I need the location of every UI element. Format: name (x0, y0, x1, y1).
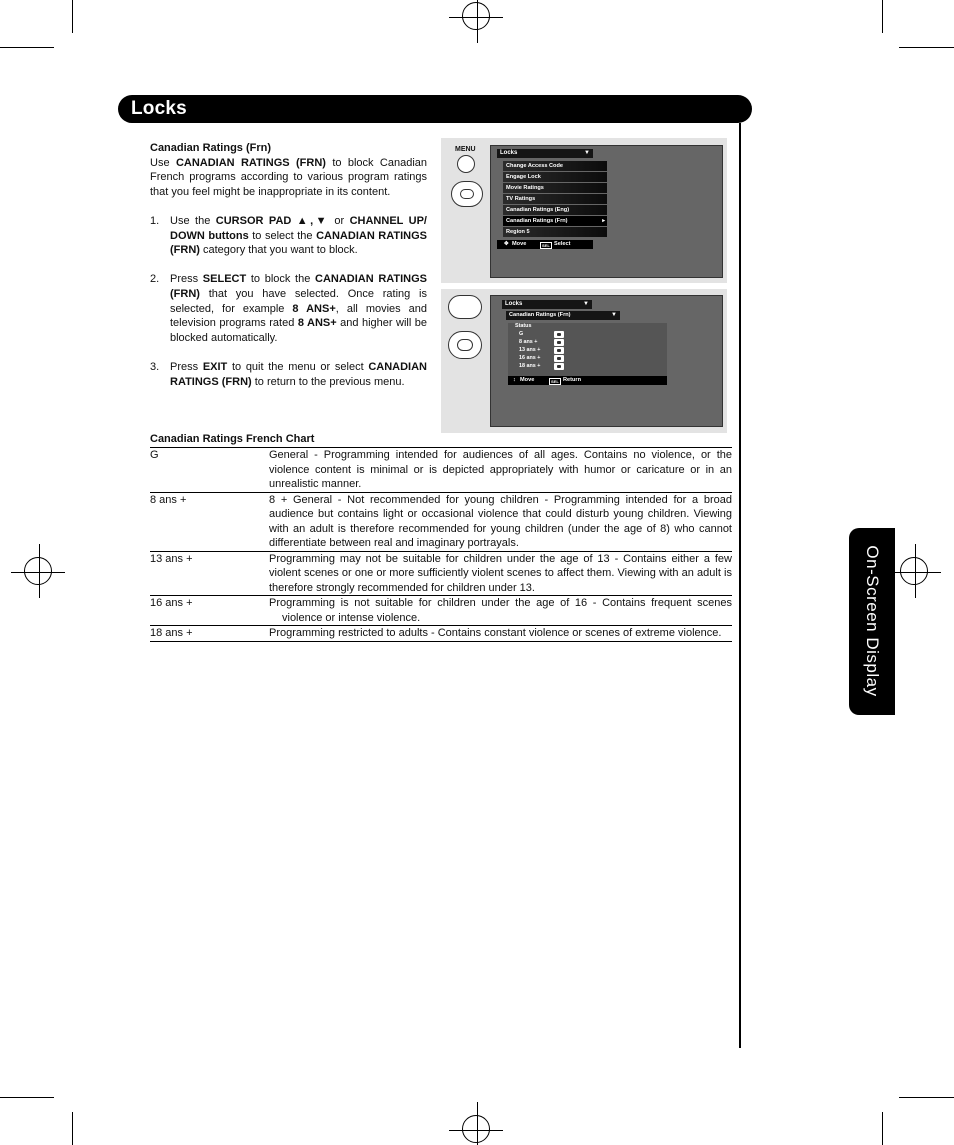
rating-cell: 18 ans + (150, 627, 193, 639)
footer-select-label: Select (554, 241, 571, 247)
rating-cell: G (150, 449, 159, 461)
step-text: to block the (250, 273, 311, 286)
intro-bold: CANADIAN RATINGS (FRN) (175, 156, 326, 169)
description-cell: 8 + General - Not recommended for young children - Programming intended for a broad audience but contains light or occasional violence that could disturb young children. Viewing with an adult is therefore recommended for young children (under the age of 8) who cannot differentiate between real and imaginary portrayals. (269, 493, 732, 549)
move-icon: ↕ (513, 377, 516, 383)
lock-icon[interactable] (554, 347, 564, 354)
crop-mark (899, 1097, 954, 1098)
select-button-icon (460, 189, 474, 199)
rating-label[interactable]: 16 ans + (519, 355, 541, 361)
osd-menu-item[interactable]: Movie Ratings (503, 183, 607, 193)
osd-header (502, 300, 592, 309)
chevron-down-icon: ▼ (611, 312, 617, 318)
rating-label[interactable]: 13 ans + (519, 347, 541, 353)
step-text: to select the (252, 229, 313, 242)
step-bold: CHANNEL UP/ DOWN buttons (170, 214, 427, 242)
page-title: Locks (131, 98, 187, 119)
table-row (150, 552, 732, 597)
osd-footer (508, 376, 667, 385)
lock-icon[interactable] (554, 331, 564, 338)
registration-mark (462, 2, 490, 30)
step-bold: EXIT (202, 360, 228, 373)
menu-button-label: MENU (455, 146, 476, 153)
step-number: 1. (150, 214, 160, 227)
move-icon: ✥ (504, 241, 509, 247)
step-bold: 8 ANS+ (297, 317, 337, 330)
step-text: , all movies and television programs rated (170, 302, 427, 330)
tv-screen (490, 295, 723, 427)
lock-icon[interactable] (554, 355, 564, 362)
footer-move-label: Move (520, 377, 535, 383)
step-text: that you have selected. Once rating is selected, for example (170, 287, 427, 315)
step-text: Press (170, 273, 199, 286)
section-tab-label: On-Screen Display (863, 545, 882, 697)
intro-text: Use (150, 156, 170, 169)
step (150, 360, 427, 389)
table-row (150, 493, 732, 552)
status-label: Status (515, 323, 532, 329)
step-text: or (334, 214, 345, 227)
menu-button-icon (457, 155, 475, 173)
step-number: 2. (150, 273, 160, 286)
rating-label[interactable]: 18 ans + (519, 363, 541, 369)
ratings-chart (150, 447, 732, 642)
crop-mark (899, 47, 954, 48)
footer-return-label: Return (563, 377, 582, 383)
osd-menu-item[interactable]: Region 5 (503, 227, 607, 237)
footer-move-label: Move (512, 241, 527, 247)
step-body (170, 214, 427, 258)
crop-mark (72, 1112, 73, 1145)
table-row (150, 448, 732, 493)
sel-icon: SEL (542, 243, 550, 248)
step-text: category that you want to block. (203, 244, 358, 257)
step (150, 214, 427, 258)
crop-mark (72, 0, 73, 33)
osd-header-label: Locks (505, 301, 523, 307)
rating-cell: 13 ans + (150, 552, 193, 565)
step-body (170, 360, 427, 389)
rating-cell: 8 ans + (150, 493, 187, 506)
osd-menu-item[interactable]: Engage Lock (503, 172, 607, 182)
vertical-rule (739, 123, 741, 1048)
intro-paragraph (150, 156, 427, 200)
osd-header-label: Locks (500, 150, 518, 156)
lock-icon[interactable] (554, 363, 564, 370)
osd-subheader (506, 311, 620, 320)
description-cell: Programming is not suitable for children under the age of 16 - Contains frequent scenes violence or intense violence. (269, 597, 732, 624)
section-tab (849, 528, 895, 715)
step-bold: CANADIAN RATINGS (FRN) (170, 273, 428, 300)
status-panel (508, 323, 667, 376)
step-bold: CURSOR PAD ▲,▼ (215, 214, 329, 227)
rating-label[interactable]: 8 ans + (519, 339, 538, 345)
chart-title: Canadian Ratings French Chart (150, 433, 315, 445)
crop-mark (0, 1097, 54, 1098)
rating-cell: 16 ans + (150, 597, 193, 609)
step-text: Use the (170, 214, 211, 227)
select-button-icon (457, 339, 473, 351)
sel-icon: SEL (551, 379, 559, 384)
osd-menu-item-selected[interactable] (503, 216, 607, 226)
step-text: and higher will be blocked automatically. (170, 317, 427, 344)
description-cell: Programming restricted to adults - Contains constant violence or scenes of extreme violence. (269, 627, 722, 639)
step-number: 3. (150, 360, 160, 373)
osd-menu-item[interactable]: TV Ratings (503, 194, 607, 204)
menu-screenshot (441, 138, 727, 283)
page-title-bar (118, 95, 752, 123)
osd-menu-item[interactable]: Change Access Code (503, 161, 607, 171)
section-heading: Canadian Ratings (Frn) (150, 142, 272, 154)
ratings-screenshot (441, 289, 727, 433)
table-row (150, 596, 732, 626)
osd-subheader-label: Canadian Ratings (Frn) (509, 312, 571, 318)
step-bold: CANADIAN RATINGS (FRN) (170, 360, 427, 388)
description-cell: Programming may not be suitable for children under the age of 13 - Contains either a few violent scenes or one or more sufficiently violent scenes to affect them. Viewing with an adult is therefore strongly recommended for children under 13. (269, 552, 732, 594)
step-text: to return to the previous menu. (254, 375, 405, 388)
chevron-right-icon: ▸ (602, 218, 605, 224)
osd-menu-item[interactable]: Canadian Ratings (Eng) (503, 205, 607, 215)
instruction-column (150, 141, 427, 389)
select-button-icon (448, 295, 482, 319)
registration-mark (462, 1115, 490, 1143)
chevron-down-icon: ▼ (584, 150, 590, 156)
step-text: Press (170, 360, 199, 373)
step-bold: CANADIAN RATINGS (FRN) (170, 229, 427, 257)
rating-label[interactable]: G (519, 331, 524, 337)
tv-screen (490, 145, 723, 278)
description-cell: General - Programming intended for audiences of all ages. Contains no violence, or the violence content is minimal or is depicted appropriately with humor or caricature or in an unrealistic manner. (269, 449, 732, 490)
step-text: to quit the menu or select (231, 360, 364, 373)
step-bold: SELECT (202, 273, 247, 286)
crop-mark (0, 47, 54, 48)
osd-header (497, 149, 593, 158)
crop-mark (882, 0, 883, 33)
registration-mark (24, 557, 52, 585)
chevron-down-icon: ▼ (583, 301, 589, 307)
crop-mark (882, 1112, 883, 1145)
registration-mark (900, 557, 928, 585)
intro-text: to block Canadian French programs according to various program ratings that you feel might be inappropriate in its content. (150, 156, 428, 198)
lock-icon[interactable] (554, 339, 564, 346)
step-body (170, 272, 427, 345)
osd-footer (497, 240, 593, 249)
table-row (150, 626, 732, 642)
osd-menu-item-label: Canadian Ratings (Frn) (506, 218, 568, 224)
step-bold: 8 ANS+ (292, 302, 336, 315)
step (150, 272, 427, 345)
